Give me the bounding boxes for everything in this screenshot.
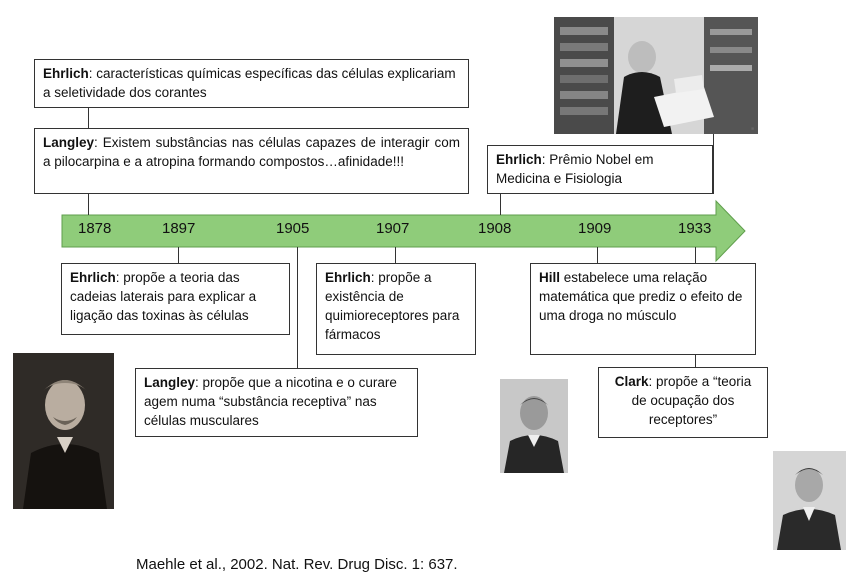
event-ehrlich-1878	[34, 59, 469, 108]
connector-1907	[395, 247, 396, 263]
event-name: Ehrlich	[325, 270, 371, 285]
photo-langley-image	[13, 353, 114, 509]
event-text: estabelece uma relação matemática que prediz o efeito de uma droga no músculo	[539, 270, 743, 323]
event-ehrlich-1897	[61, 263, 290, 335]
event-name: Langley	[43, 135, 95, 150]
photo-ehrlich-office-image	[554, 17, 758, 134]
photo-langley	[13, 353, 114, 509]
year-1933: 1933	[678, 220, 712, 237]
connector-1878-lower	[88, 194, 89, 215]
year-1907: 1907	[376, 220, 410, 237]
event-hill-1909	[530, 263, 756, 355]
event-name: Clark	[614, 374, 649, 389]
event-text: : propõe a teoria das cadeias laterais para explicar a ligação das toxinas às células	[70, 270, 257, 323]
event-langley-1878	[34, 128, 469, 194]
photo-hill-image	[500, 379, 568, 473]
year-1909: 1909	[578, 220, 612, 237]
event-clark-1933	[598, 367, 768, 438]
event-text: : propõe a existência de quimioreceptores para fármacos	[325, 270, 460, 342]
connector-1933	[695, 247, 696, 263]
connector-1909	[597, 247, 598, 263]
event-text: : propõe que a nicotina e o curare agem numa “substância receptiva” nas células musculares	[144, 375, 397, 428]
connector-1878	[88, 107, 89, 128]
year-1878: 1878	[78, 220, 112, 237]
year-1897: 1897	[162, 220, 196, 237]
event-text: : Prêmio Nobel em Medicina e Fisiologia	[496, 152, 654, 186]
event-langley-1905	[135, 368, 418, 437]
photo-clark	[773, 451, 846, 550]
event-name: Ehrlich	[43, 66, 89, 81]
event-text: : características químicas específicas das células explicariam a seletividade dos corantes	[43, 66, 456, 100]
connector-1908-photo	[713, 134, 714, 194]
event-text: : Existem substâncias nas células capazes de interagir com a pilocarpina e a atropina formando compostos…afinidade!!!	[43, 135, 460, 169]
event-name: Ehrlich	[70, 270, 116, 285]
event-name: Ehrlich	[496, 152, 542, 167]
citation: Maehle et al., 2002. Nat. Rev. Drug Disc. 1: 637.	[136, 556, 458, 573]
photo-hill	[500, 379, 568, 473]
event-name: Langley	[144, 375, 196, 390]
photo-credit: ■	[750, 126, 754, 132]
year-1905: 1905	[276, 220, 310, 237]
photo-clark-image	[773, 451, 846, 550]
connector-1905	[297, 247, 298, 368]
connector-1933-lower	[695, 354, 696, 367]
event-name: Hill	[539, 270, 561, 285]
photo-ehrlich-office	[554, 17, 758, 134]
connector-1897	[178, 247, 179, 263]
event-ehrlich-1907	[316, 263, 476, 355]
event-text: : propõe a “teoria de ocupação dos receptores”	[631, 374, 752, 427]
connector-1908	[500, 194, 501, 215]
year-1908: 1908	[478, 220, 512, 237]
event-ehrlich-1908	[487, 145, 713, 194]
